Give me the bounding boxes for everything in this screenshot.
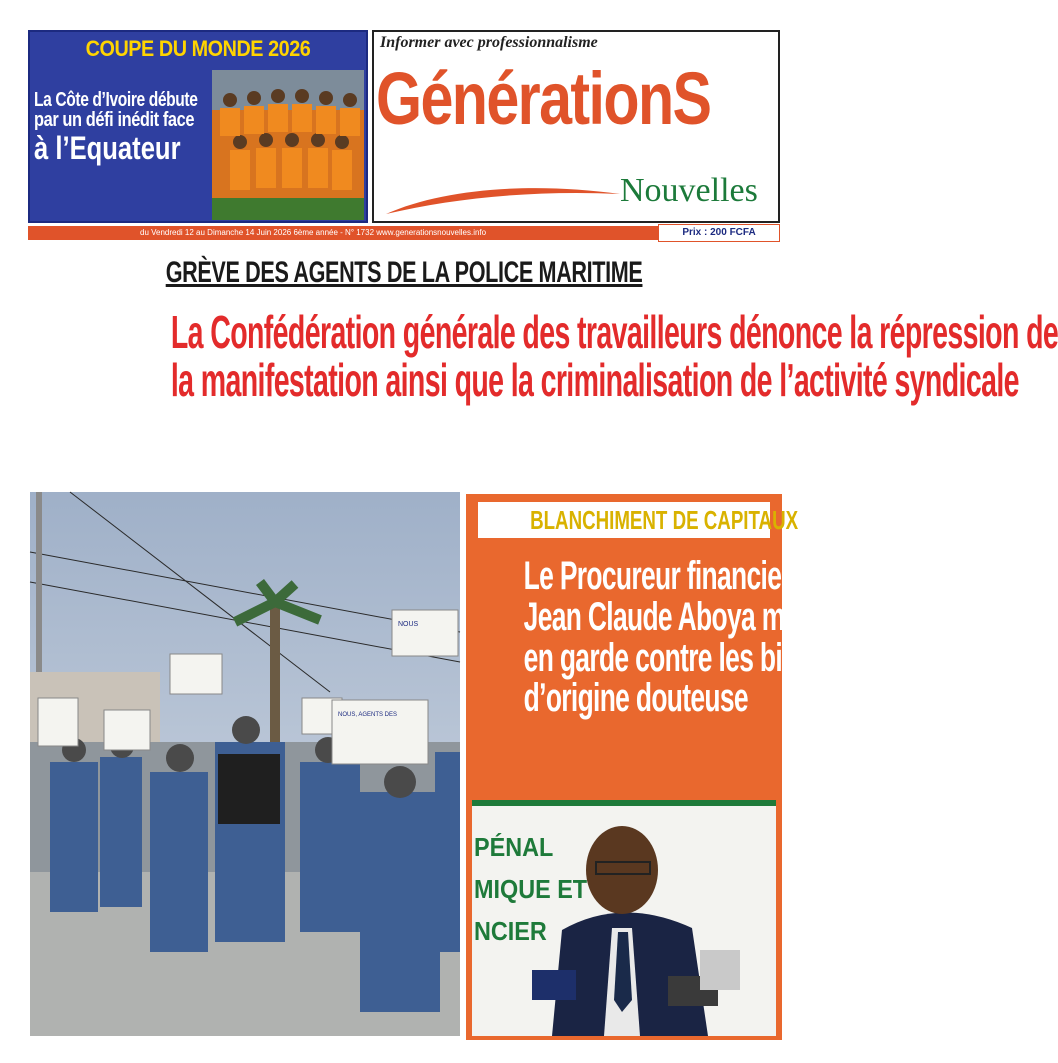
backdrop-word: NCIER bbox=[474, 916, 547, 946]
main-headline-line: la manifestation ainsi que la criminalisation de l’activité syndicale bbox=[170, 354, 1019, 407]
team-photo bbox=[212, 70, 364, 220]
masthead-logo: GénérationS bbox=[376, 57, 711, 140]
main-headline-line: La Confédération générale des travailleurs dénonce la répression de bbox=[170, 306, 1058, 358]
dateline: du Vendredi 12 au Dimanche 14 Juin 2026 6ème année - N° 1732 www.generationsnouvelles.info bbox=[140, 228, 487, 237]
main-kicker-text: GRÈVE DES AGENTS DE LA POLICE MARITIME bbox=[165, 256, 643, 289]
main-headline[interactable] bbox=[28, 306, 1058, 407]
side-headline-line: Jean Claude Aboya met bbox=[523, 594, 807, 639]
teaser-headline-line: à l’Equateur bbox=[34, 130, 181, 166]
masthead-logo-sub: Nouvelles bbox=[620, 172, 758, 209]
masthead[interactable] bbox=[372, 30, 780, 223]
backdrop-word: MIQUE ET bbox=[474, 874, 588, 904]
main-kicker bbox=[28, 256, 780, 290]
side-headline[interactable] bbox=[472, 554, 826, 721]
logo-swoosh-icon bbox=[384, 180, 624, 220]
side-kicker-text: BLANCHIMENT DE CAPITAUX bbox=[530, 505, 799, 535]
side-story[interactable] bbox=[466, 494, 826, 1040]
prosecutor-photo bbox=[472, 800, 776, 1036]
teaser-box[interactable] bbox=[28, 30, 368, 223]
teaser-headline-line: par un défi inédit face bbox=[34, 109, 195, 131]
teaser-headline[interactable] bbox=[34, 90, 212, 164]
masthead-tagline: Informer avec professionnalisme bbox=[380, 34, 598, 51]
backdrop-word: PÉNAL bbox=[474, 832, 554, 862]
teaser-kicker: COUPE DU MONDE 2026 bbox=[85, 36, 311, 61]
price-tag: Prix : 200 FCFA bbox=[658, 224, 780, 242]
protest-photo bbox=[30, 492, 460, 1036]
svg-text:NOUS, AGENTS DES: NOUS, AGENTS DES bbox=[338, 712, 398, 718]
svg-text:NOUS: NOUS bbox=[398, 621, 419, 628]
side-kicker bbox=[478, 502, 799, 538]
teaser-headline-line: La Côte d’Ivoire débute bbox=[34, 89, 198, 111]
side-headline-line: Le Procureur financier bbox=[523, 554, 791, 598]
side-headline-line: d’origine douteuse bbox=[523, 676, 748, 721]
side-headline-line: en garde contre les biens bbox=[523, 635, 826, 680]
